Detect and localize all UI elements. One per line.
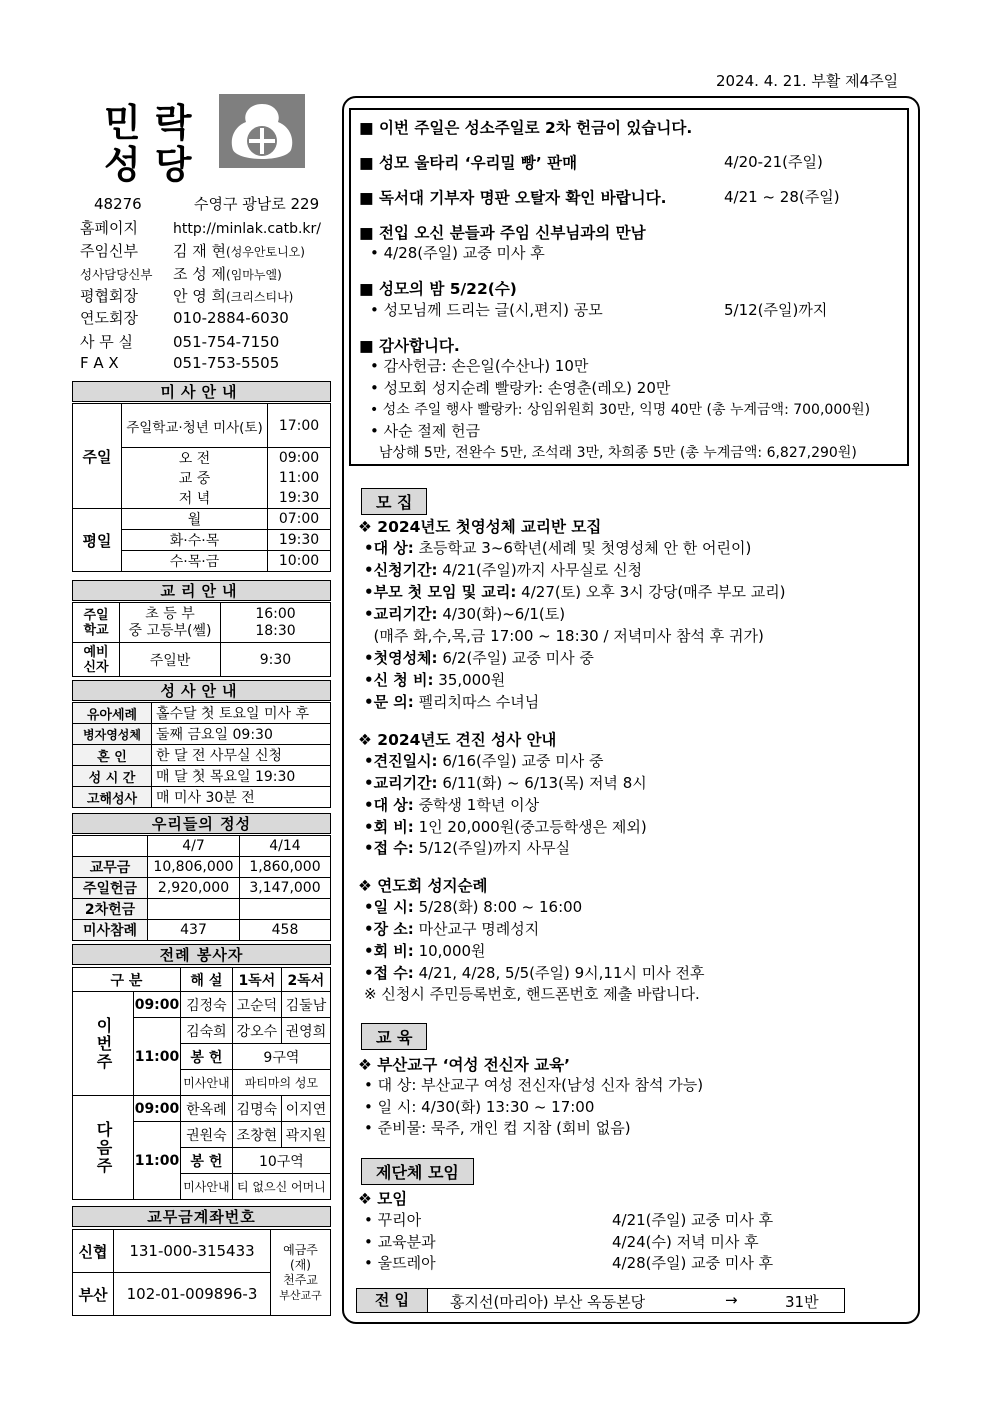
office-phone: 051-754-7150 [173, 333, 280, 351]
offering-table [72, 835, 331, 941]
recruit-line-key: •신 청 비: [364, 671, 434, 689]
mass-row-label: 주일학교·청년 미사(토) [122, 404, 268, 448]
school-label: 주일 학교 [73, 603, 120, 643]
mass-row-label: 화·수·목 [122, 530, 268, 551]
servers-col: 해 설 [181, 968, 233, 992]
offering-item: 2차헌금 [73, 899, 148, 920]
recruit-line [364, 816, 647, 837]
servers-header: 전례 봉사자 [72, 944, 331, 965]
recruit-line-key: •접 수: [364, 964, 414, 982]
recruit-line [364, 837, 570, 858]
recruit-line [364, 940, 486, 961]
recruit-line [364, 794, 539, 815]
pilgrimage-heading: ❖ 연도회 성지순례 [358, 877, 488, 895]
school-times [221, 603, 331, 643]
holder-line: (재) [290, 1257, 311, 1272]
fax-label: F A X [80, 354, 119, 372]
mass-row-time: 19:30 [268, 488, 331, 509]
fax-number: 051-753-5505 [173, 354, 280, 372]
recruit-line [364, 603, 565, 624]
server-name: 권영희 [281, 1018, 330, 1044]
notice-newcomers: ■ 전입 오신 분들과 주임 신부님과의 만남 [359, 224, 646, 242]
next-week-label: 다음주 [73, 1096, 134, 1200]
recruit-line-key: •대 상: [364, 796, 414, 814]
offering-value [240, 899, 331, 920]
pastor-name: 김 재 현 [173, 242, 227, 260]
offering-item: 주일헌금 [73, 878, 148, 899]
mass-row-label: 월 [122, 509, 268, 530]
offer-value: 9구역 [232, 1044, 330, 1070]
time-9: 09:00 [134, 1096, 181, 1122]
transfer-district: 31반 [785, 1293, 819, 1311]
mass-header: 미사안내 [72, 381, 331, 402]
fax-row [80, 354, 340, 372]
sunday-label: 주일 [73, 404, 122, 509]
servers-col: 2독서 [281, 968, 330, 992]
council-label: 평협회장 [80, 287, 138, 305]
transfer-text: 홍지선(마리아) 부산 옥동본당 [450, 1293, 646, 1311]
notice-bread-sale: ■ 성모 울타리 ‘우리밀 빵’ 판매 [359, 154, 578, 172]
time-11: 11:00 [134, 1018, 181, 1096]
notice-mary-night-date: 5/12(주일)까지 [724, 301, 828, 319]
sacrament-name: 혼 인 [73, 745, 152, 766]
council-row [80, 285, 340, 306]
recruit-line-value: 10,000원 [413, 942, 486, 960]
bank-name: 신협 [73, 1230, 114, 1273]
recruit-line-key: •교리기간: [364, 605, 438, 623]
offering-value: 3,147,000 [240, 878, 331, 899]
assist-baptismal: (임마누엘) [226, 268, 282, 282]
server-name: 곽지원 [281, 1122, 330, 1148]
school-time: 18:30 [255, 622, 296, 639]
recruit-line-value: 초등학교 3~6학년(세례 및 첫영성체 안 한 어린이) [413, 539, 752, 557]
this-week-label: 이번주 [73, 992, 134, 1096]
offering-value: 458 [240, 920, 331, 941]
postal-code: 48276 [94, 195, 142, 213]
thanks-line: • 감사헌금: 손은일(수산나) 10만 [370, 357, 589, 375]
mass-row-time: 17:00 [268, 404, 331, 448]
homepage-link[interactable]: http://minlak.catb.kr/ [173, 221, 321, 237]
thanks-line: 남상해 5만, 전완수 5만, 조석래 3만, 차희종 5만 (총 누계금액: 6,827,290원) [370, 445, 857, 461]
sacrament-time: 둘째 금요일 09:30 [152, 724, 331, 745]
homepage-label: 홈페이지 [80, 219, 138, 237]
recruit-line-key: •일 시: [364, 898, 414, 916]
doctrine-header: 교리안내 [72, 580, 331, 601]
pre-class: 주일반 [120, 643, 221, 677]
sacraments-table [72, 702, 331, 808]
holder-line: 부산교구 [279, 1288, 322, 1302]
recruit-line [364, 896, 582, 917]
offering-blank [73, 836, 148, 857]
education-line: • 대 상: 부산교구 여성 전신자(남성 신자 참석 가능) [364, 1076, 704, 1094]
server-name: 김둘남 [281, 992, 330, 1018]
holder-line: 예금주 [283, 1242, 318, 1257]
recruit-line-value: 1인 20,000원(중고등학생은 제외) [413, 818, 647, 836]
server-name: 조창현 [232, 1122, 281, 1148]
recruit-line-value: 4/21, 4/28, 5/5(주일) 9시,11시 미사 전후 [413, 964, 705, 982]
assist-name: 조 성 제 [173, 265, 227, 283]
pastor-label: 주임신부 [80, 242, 138, 260]
guide-value: 파티마의 성모 [232, 1070, 330, 1096]
assist-row [80, 263, 340, 284]
group-schedule: 4/21(주일) 교중 미사 후 [612, 1211, 774, 1229]
recruit-line-value: 5/12(주일)까지 사무실 [413, 839, 571, 857]
recruit-line [364, 962, 704, 983]
server-name: 고순덕 [232, 992, 281, 1018]
recruit-line-key: •회 비: [364, 942, 414, 960]
sacraments-header: 성사안내 [72, 680, 331, 701]
yeondo-label: 연도회장 [80, 309, 138, 327]
offering-value: 10,806,000 [148, 857, 240, 878]
mass-row-time: 10:00 [268, 551, 331, 572]
mass-row-time: 11:00 [268, 468, 331, 488]
recruit-line [364, 750, 603, 771]
assist-label: 성사담당신부 [80, 267, 153, 282]
education-line: • 준비물: 묵주, 개인 컵 지참 (회비 없음) [364, 1119, 631, 1137]
recruit-line-key: •장 소: [364, 920, 414, 938]
notice-thanks: ■ 감사합니다. [359, 337, 460, 355]
recruit-line [364, 537, 751, 558]
council-baptismal: (크리스티나) [226, 290, 294, 304]
servers-col: 1독서 [232, 968, 281, 992]
servers-table [72, 967, 331, 1200]
groups-section-label: 제단체 모임 [361, 1158, 474, 1185]
recruit-line-key: •대 상: [364, 539, 414, 557]
bank-account: 102-01-009896-3 [114, 1273, 271, 1316]
server-name: 김정숙 [181, 992, 233, 1018]
server-name: 권원숙 [181, 1122, 233, 1148]
recruit-line [364, 581, 786, 602]
pastor-baptismal: (성우안토니오) [226, 245, 305, 259]
server-name: 한옥례 [181, 1096, 233, 1122]
education-section-label: 교 육 [361, 1023, 427, 1050]
server-name: 김숙희 [181, 1018, 233, 1044]
bank-account: 131-000-315433 [114, 1230, 271, 1273]
parish-logo-icon [219, 94, 305, 168]
education-heading: ❖ 부산교구 ‘여성 전신자 교육’ [358, 1056, 570, 1074]
offering-value: 2,920,000 [148, 878, 240, 899]
recruit-section-label: 모 집 [361, 488, 427, 515]
recruit-line-key: •교리기간: [364, 774, 438, 792]
recruit-line-key: •신청기간: [364, 561, 438, 579]
notice-2nd-collection: ■ 이번 주일은 성소주일로 2차 헌금이 있습니다. [359, 119, 693, 137]
notice-mary-night: ■ 성모의 밤 5/22(수) [359, 280, 517, 298]
recruit-line-value: 6/16(주일) 교중 미사 중 [437, 752, 604, 770]
recruit-line-value: 4/21(주일)까지 사무실로 신청 [437, 561, 643, 579]
office-label: 사 무 실 [80, 333, 134, 351]
recruit-line [364, 647, 594, 668]
bank-name: 부산 [73, 1273, 114, 1316]
mass-row-label: 교 중 [122, 468, 268, 488]
group-name: • 교육분과 [364, 1233, 436, 1251]
recruit-line-value: 6/11(화) ~ 6/13(목) 저녁 8시 [437, 774, 647, 792]
recruit-line-key: •문 의: [364, 693, 414, 711]
offering-item: 미사참례 [73, 920, 148, 941]
mass-row-label: 수·목·금 [122, 551, 268, 572]
mass-row-label: 오 전 [122, 448, 268, 469]
offering-col: 4/7 [148, 836, 240, 857]
sacrament-name: 고해성사 [73, 787, 152, 808]
mass-row-time: 09:00 [268, 448, 331, 469]
servers-col: 구 분 [73, 968, 181, 992]
recruit-line-value: 4/30(화)~6/1(토) [437, 605, 566, 623]
recruit-line-value: 중학생 1학년 이상 [413, 796, 540, 814]
mass-row-time: 07:00 [268, 509, 331, 530]
postal-address [80, 193, 340, 214]
groups-heading: ❖ 모임 [358, 1190, 408, 1208]
pastor-row [80, 240, 340, 261]
server-name: 김명숙 [232, 1096, 281, 1122]
recruit-line-value: 5/28(화) 8:00 ~ 16:00 [413, 898, 583, 916]
bank-header: 교무금계좌번호 [72, 1206, 331, 1227]
recruit-line [364, 772, 647, 793]
recruit-line-value: 4/27(토) 오후 3시 강당(매주 부모 교리) [516, 583, 786, 601]
offering-col: 4/14 [240, 836, 331, 857]
transfer-box [356, 1288, 845, 1313]
transfer-arrow: → [725, 1291, 738, 1309]
school-grades [120, 603, 221, 643]
server-name: 이지연 [281, 1096, 330, 1122]
notice-newcomers-sub: • 4/28(주일) 교중 미사 후 [370, 244, 545, 262]
sacrament-name: 병자영성체 [73, 724, 152, 745]
issue-date: 2024. 4. 21. 부활 제4주일 [716, 72, 899, 90]
recruit-line [364, 691, 539, 712]
recruit-line-value: (매주 화,수,목,금 17:00 ~ 18:30 / 저녁미사 참석 후 귀가) [364, 627, 764, 645]
recruit-line-value: 펠리치따스 수녀님 [413, 693, 540, 711]
recruit-line [364, 918, 539, 939]
recruit-line-key: •접 수: [364, 839, 414, 857]
sacrament-name: 유아세례 [73, 703, 152, 724]
recruit-line-value: 6/2(주일) 교중 미사 중 [437, 649, 594, 667]
offer-label: 봉 헌 [181, 1044, 233, 1070]
notice-lectern-date: 4/21 ~ 28(주일) [724, 188, 840, 206]
group-name: • 울뜨레아 [364, 1254, 436, 1272]
pre-time: 9:30 [221, 643, 331, 677]
guide-label: 미사안내 [181, 1070, 233, 1096]
first-communion-heading: ❖ 2024년도 첫영성체 교리반 모집 [358, 518, 602, 536]
mass-row-time: 19:30 [268, 530, 331, 551]
recruit-line [364, 669, 505, 690]
group-name: • 꾸리아 [364, 1211, 422, 1229]
recruit-note: ※ 신청시 주민등록번호, 핸드폰번호 제출 바랍니다. [364, 985, 700, 1003]
time-11: 11:00 [134, 1122, 181, 1200]
sacrament-name: 성 시 간 [73, 766, 152, 787]
recruit-line [364, 559, 642, 580]
recruit-line-key: •견진일시: [364, 752, 438, 770]
office-row [80, 331, 340, 352]
recruit-line-key: •첫영성체: [364, 649, 438, 667]
recruit-line-key: •부모 첫 모임 및 교리: [364, 583, 517, 601]
thanks-line: • 성모회 성지순례 빨랑카: 손영춘(레오) 20만 [370, 379, 671, 397]
homepage-row [80, 217, 340, 238]
school-grade: 초 등 부 [145, 605, 195, 622]
offering-value: 1,860,000 [240, 857, 331, 878]
confirmation-heading: ❖ 2024년도 견진 성사 안내 [358, 731, 557, 749]
recruit-line-key: •회 비: [364, 818, 414, 836]
offer-value: 10구역 [232, 1148, 330, 1174]
notice-mary-night-sub: • 성모님께 드리는 글(시,편지) 공모 [370, 301, 603, 319]
weekday-label: 평일 [73, 509, 122, 572]
bank-table [72, 1229, 331, 1316]
group-schedule: 4/24(수) 저녁 미사 후 [612, 1233, 759, 1251]
thanks-line: • 성소 주일 행사 빨랑카: 상임위원회 30만, 익명 40만 (총 누계금액: 700,000원) [370, 402, 871, 418]
sacrament-time: 매 달 첫 목요일 19:30 [152, 766, 331, 787]
education-line: • 일 시: 4/30(화) 13:30 ~ 17:00 [364, 1098, 595, 1116]
notice-bread-date: 4/20-21(주일) [724, 153, 823, 171]
offering-item: 교무금 [73, 857, 148, 878]
guide-label: 미사안내 [181, 1174, 233, 1200]
guide-value: 티 없으신 어머니 [232, 1174, 330, 1200]
sacrament-time: 홀수달 첫 토요일 미사 후 [152, 703, 331, 724]
group-schedule: 4/28(주일) 교중 미사 후 [612, 1254, 774, 1272]
doctrine-table [72, 602, 331, 677]
mass-row-label: 저 녁 [122, 488, 268, 509]
offering-value: 437 [148, 920, 240, 941]
yeondo-phone: 010-2884-6030 [173, 309, 289, 327]
recruit-line-value: 35,000원 [433, 671, 506, 689]
server-name: 강오수 [232, 1018, 281, 1044]
sacrament-time: 한 달 전 사무실 신청 [152, 745, 331, 766]
address: 수영구 광남로 229 [194, 195, 320, 213]
thanks-line: • 사순 절제 헌금 [370, 422, 481, 440]
sacrament-time: 매 미사 30분 전 [152, 787, 331, 808]
offering-value [148, 899, 240, 920]
time-9: 09:00 [134, 992, 181, 1018]
account-holder [271, 1230, 331, 1316]
parish-title-line2: 성당 [104, 142, 206, 187]
recruit-line [364, 625, 764, 646]
yeondo-row [80, 307, 340, 328]
notice-lectern: ■ 독서대 기부자 명판 오탈자 확인 바랍니다. [359, 189, 667, 207]
school-time: 16:00 [255, 605, 296, 622]
offer-label: 봉 헌 [181, 1148, 233, 1174]
council-name: 안 영 희 [173, 287, 227, 305]
mass-table [72, 403, 331, 572]
holder-line: 천주교 [283, 1272, 318, 1287]
recruit-line-value: 마산교구 명례성지 [413, 920, 540, 938]
pre-label: 예비 신자 [73, 643, 120, 677]
transfer-label: 전 입 [357, 1289, 428, 1312]
parish-title-line1: 민락 [104, 100, 206, 145]
offering-header: 우리들의 정성 [72, 813, 331, 834]
school-grade: 중 고등부(쎌) [128, 622, 212, 639]
